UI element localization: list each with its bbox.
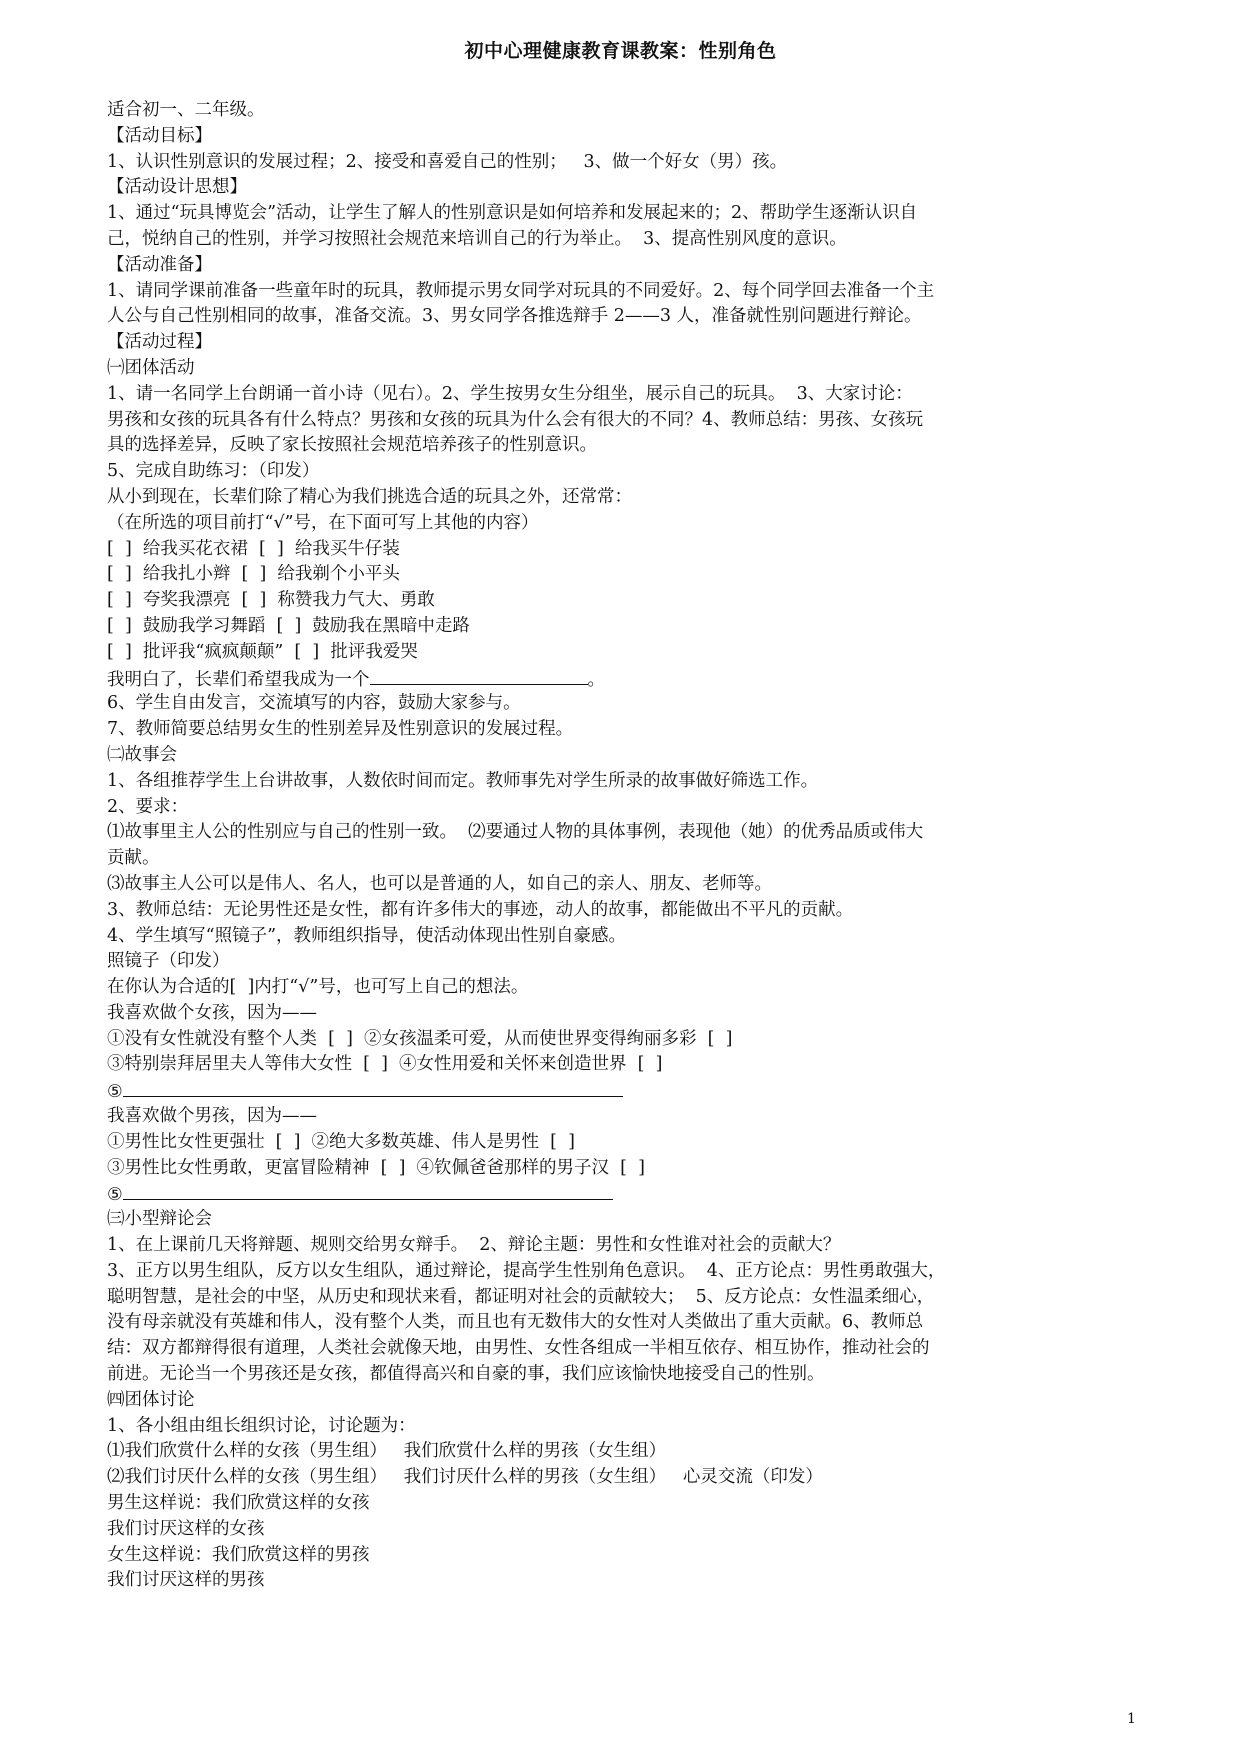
text-line: 人公与自己性别相同的故事，准备交流。3、男女同学各推选辩手 2——3 人，准备就性别问题进行辩论。 [107,306,922,327]
document-body [107,98,1142,1594]
text-line: 贡献。 [107,848,160,869]
text-line: 我喜欢做个女孩，因为—— [107,1002,317,1023]
text-line: ⑴故事里主人公的性别应与自己的性别一致。 ⑵要通过人物的具体事例，表现他（她）的优秀品质或伟大 [107,822,924,843]
subsection-heading: ㈠团体活动 [107,357,195,378]
text-line: 照镜子（印发） [107,951,230,972]
text-line: 6、学生自由发言，交流填写的内容，鼓励大家参与。 [107,693,521,714]
text-line: 在你认为合适的[ ]内打“√”号，也可写上自己的想法。 [107,977,529,998]
text-line: 1、通过“玩具博览会”活动，让学生了解人的性别意识是如何培养和发展起来的；2、帮助学生逐渐认识自 [107,203,918,224]
section-heading: 【活动设计思想】 [107,177,247,198]
text-line: 具的选择差异，反映了家长按照社会规范培养孩子的性别意识。 [107,435,597,456]
text-line: 4、学生填写“照镜子”，教师组织指导，使活动体现出性别自豪感。 [107,925,627,946]
text-line: 2、要求： [107,796,189,817]
text-line: 男孩和女孩的玩具各有什么特点？男孩和女孩的玩具为什么会有很大的不同？4、教师总结：男孩、女孩玩 [107,409,924,430]
text-line: 女生这样说：我们欣赏这样的男孩 [107,1544,370,1565]
section-heading: 【活动目标】 [107,125,212,146]
text-line: 我们讨厌这样的女孩 [107,1518,265,1539]
fill-in-blank [370,666,588,685]
checklist-line: [ ] 鼓励我学习舞蹈 [ ] 鼓励我在黑暗中走路 [107,615,470,636]
text-line: 3、教师总结：无论男性还是女性，都有许多伟大的事迹，动人的故事，都能做出不平凡的贡献。 [107,899,854,920]
subsection-heading: ㈡故事会 [107,744,177,765]
fill-in-prompt: ⑤ [107,1082,123,1103]
text-line: 1、在上课前几天将辩题、规则交给男女辩手。 2、辩论主题：男性和女性谁对社会的贡献大？ [107,1235,841,1256]
checklist-line: ③男性比女性勇敢，更富冒险精神 [ ] ④钦佩爸爸那样的男子汉 [ ] [107,1157,645,1178]
checklist-line: ①男性比女性更强壮 [ ] ②绝大多数英雄、伟人是男性 [ ] [107,1131,575,1152]
text-line: 己，悦纳自己的性别，并学习按照社会规范来培训自己的行为举止。 3、提高性别风度的意识。 [107,228,847,249]
page-number: 1 [1127,1711,1136,1727]
text-line: 1、请同学课前准备一些童年时的玩具，教师提示男女同学对玩具的不同爱好。2、每个同学回去准备一个主 [107,280,935,301]
text-line: ⑴我们欣赏什么样的女孩（男生组） 我们欣赏什么样的男孩（女生组） [107,1441,667,1462]
fill-in-prompt: ⑤ [107,1185,123,1206]
section-heading: 【活动过程】 [107,332,212,353]
text-line: 男生这样说：我们欣赏这样的女孩 [107,1493,370,1514]
fill-in-line [107,1181,1142,1207]
text-line: 5、完成自助练习：（印发） [107,461,320,482]
text-line: 3、正方以男生组队，反方以女生组队，通过辩论，提高学生性别角色意识。 4、正方论点：男性勇敢强大， [107,1260,946,1281]
text-line: 我们讨厌这样的男孩 [107,1570,265,1591]
text-line: 我喜欢做个男孩，因为—— [107,1106,317,1127]
text-line: ⑶故事主人公可以是伟人、名人，也可以是普通的人，如自己的亲人、朋友、老师等。 [107,873,772,894]
section-heading: 【活动准备】 [107,254,212,275]
checklist-line: ③特别崇拜居里夫人等伟大女性 [ ] ④女性用爱和关怀来创造世界 [ ] [107,1054,663,1075]
text-line: 1、认识性别意识的发展过程；2、接受和喜爱自己的性别； 3、做一个好女（男）孩。 [107,151,788,172]
fill-in-line [107,666,1142,692]
fill-in-blank [123,1181,613,1200]
text-line: 结：双方都辩得很有道理，人类社会就像天地，由男性、女性各组成一半相互依存、相互协作，推动社会的 [107,1338,930,1359]
text-line: 1、各小组由组长组织讨论，讨论题为： [107,1415,416,1436]
text-line: 前进。无论当一个男孩还是女孩，都值得高兴和自豪的事，我们应该愉快地接受自己的性别。 [107,1364,825,1385]
checklist-line: [ ] 夸奖我漂亮 [ ] 称赞我力气大、勇敢 [107,590,435,611]
checklist-line: ①没有女性就没有整个人类 [ ] ②女孩温柔可爱，从而使世界变得绚丽多彩 [ ] [107,1028,733,1049]
text-line: 1、请一名同学上台朗诵一首小诗（见右）。2、学生按男女生分组坐，展示自己的玩具。 3、大家讨论： [107,383,913,404]
text-line: 聪明智慧，是社会的中坚，从历史和现状来看，都证明对社会的贡献较大； 5、反方论点：女性温柔细心， [107,1286,935,1307]
checklist-line: [ ] 给我扎小辫 [ ] 给我剃个小平头 [107,564,400,585]
text-line: 没有母亲就没有英雄和伟人，没有整个人类，而且也有无数伟大的女性对人类做出了重大贡献。6、教师总 [107,1312,924,1333]
checklist-line: [ ] 给我买花衣裙 [ ] 给我买牛仔装 [107,538,400,559]
text-line: 7、教师简要总结男女生的性别差异及性别意识的发展过程。 [107,719,574,740]
text-line: （在所选的项目前打“√”号，在下面可写上其他的内容） [107,512,539,533]
text-line: ⑵我们讨厌什么样的女孩（男生组） 我们讨厌什么样的男孩（女生组） 心灵交流（印发） [107,1467,823,1488]
fill-in-suffix: 。 [587,669,605,690]
subsection-heading: ㈢小型辩论会 [107,1209,212,1230]
fill-in-blank [123,1078,623,1097]
document-title: 初中心理健康教育课教案：性别角色 [464,40,777,62]
fill-in-line [107,1078,1142,1104]
text-line: 1、各组推荐学生上台讲故事，人数依时间而定。教师事先对学生所录的故事做好筛选工作。 [107,770,819,791]
fill-in-prompt: 我明白了，长辈们希望我成为一个 [107,669,370,690]
checklist-line: [ ] 批评我“疯疯颠颠” [ ] 批评我爱哭 [107,641,418,662]
subsection-heading: ㈣团体讨论 [107,1389,195,1410]
text-line: 从小到现在，长辈们除了精心为我们挑选合适的玩具之外，还常常： [107,486,632,507]
text-line: 适合初一、二年级。 [107,100,265,120]
